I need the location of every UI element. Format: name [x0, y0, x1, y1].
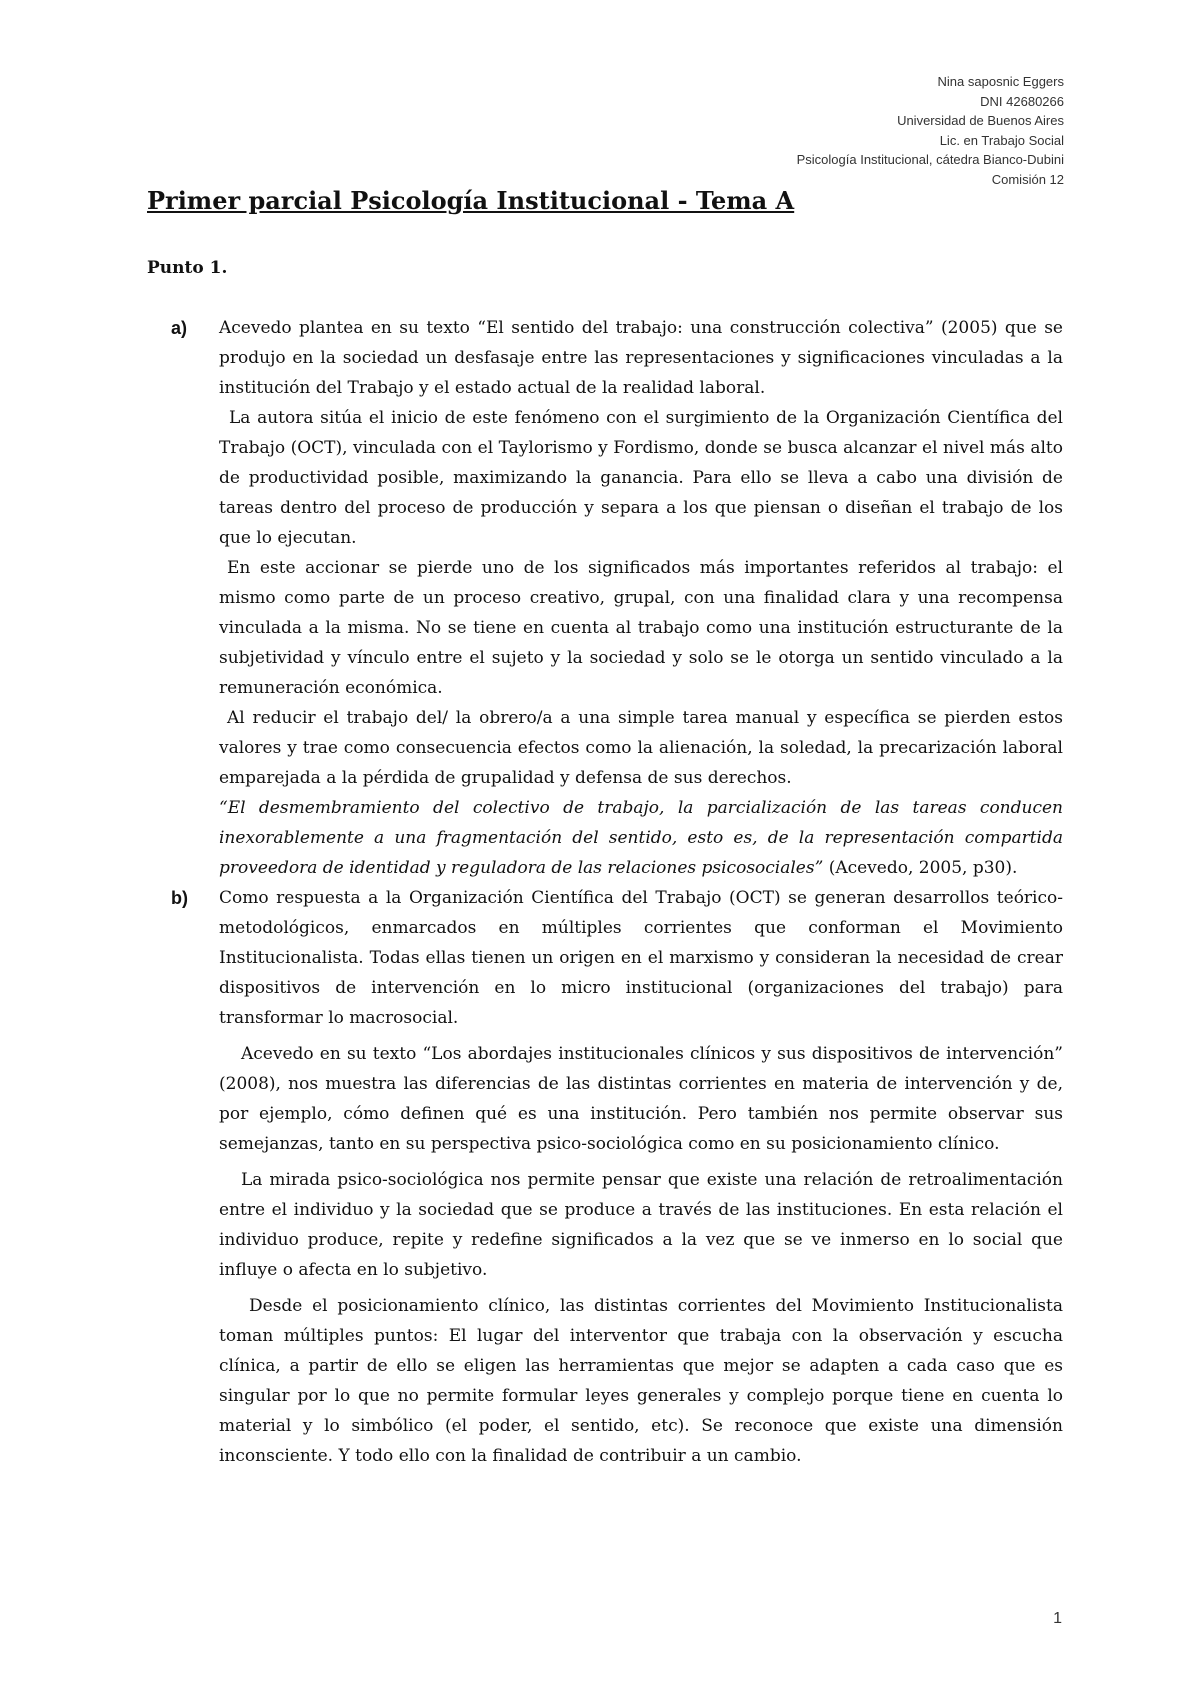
item-a — [147, 313, 1063, 883]
item-a-paragraph-1: Acevedo plantea en su texto “El sentido del trabajo: una construcción colectiva” (2005) que se produjo en la sociedad un desfasaje entre las representaciones y significaciones vinculadas a la institución del Trabajo y el estado actual de la realidad laboral. — [219, 318, 1063, 398]
course: Psicología Institucional, cátedra Bianco-Dubini — [796, 152, 1064, 167]
item-a-paragraph-2: La autora sitúa el inicio de este fenómeno con el surgimiento de la Organización Científica del Trabajo (OCT), vinculada con el Taylorismo y Fordismo, donde se busca alcanzar el nivel más alto de productividad posible, maximizando la ganancia. Para ello se lleva a cabo una división de tareas dentro del proceso de producción y separa a los que piensan o diseñan el trabajo de los que lo ejecutan. — [219, 408, 1063, 548]
section-heading: Punto 1. — [147, 258, 228, 278]
item-b-paragraph-1: Como respuesta a la Organización Científica del Trabajo (OCT) se generan desarrollos teórico-metodológicos, enmarcados en múltiples corrientes que conforman el Movimiento Institucionalista. Todas ellas tienen un origen en el marxismo y consideran la necesidad de crear dispositivos de intervención en lo micro institucional (organizaciones del trabajo) para transformar lo macrosocial. — [219, 888, 1063, 1028]
item-a-citation: (Acevedo, 2005, p30). — [828, 858, 1018, 878]
item-b-paragraph-2: Acevedo en su texto “Los abordajes institucionales clínicos y sus dispositivos de intervención” (2008), nos muestra las diferencias de las distintas corrientes en materia de intervención y de, por ejemplo, cómo definen qué es una institución. Pero también nos permite observar sus semejanzas, tanto en su perspectiva psico-sociológica como en su posicionamiento clínico. — [219, 1044, 1063, 1154]
commission: Comisión 12 — [991, 171, 1064, 187]
item-a-paragraph-3: En este accionar se pierde uno de los significados más importantes referidos al trabajo: el mismo como parte de un proceso creativo, grupal, con una finalidad clara y una recompensa vinculada a la misma. No se tiene en cuenta al trabajo como una institución estructurante de la subjetividad y vínculo entre el sujeto y la sociedad y solo se le otorga un sentido vinculado a la remuneración económica. — [219, 558, 1063, 698]
item-b-label: b) — [171, 888, 188, 908]
body-text — [147, 313, 1063, 1471]
item-b-paragraph-4: Desde el posicionamiento clínico, las distintas corrientes del Movimiento Institucionalista toman múltiples puntos: El lugar del interventor que trabaja con la observación y escucha clínica, a partir de ello se eligen las herramientas que mejor se adapten a cada caso que es singular por lo que no permite formular leyes generales y complejo porque tiene en cuenta lo material y lo simbólico (el poder, el sentido, etc). Se reconoce que existe una dimensión inconsciente. Y todo ello con la finalidad de contribuir a un cambio. — [219, 1296, 1063, 1466]
item-b — [147, 883, 1063, 1471]
item-a-quote-paragraph — [219, 793, 1063, 883]
degree: Lic. en Trabajo Social — [939, 132, 1064, 148]
item-b-paragraph-3: La mirada psico-sociológica nos permite pensar que existe una relación de retroalimentación entre el individuo y la sociedad que se produce a través de las instituciones. En esta relación el individuo produce, repite y redefine significados a la vez que se ve inmerso en lo social que influye o afecta en lo subjetivo. — [219, 1170, 1063, 1280]
author-name: Nina saposnic Eggers — [937, 74, 1064, 89]
item-a-label: a) — [171, 318, 188, 338]
page-number: 1 — [1053, 1610, 1062, 1627]
author-header — [797, 72, 1064, 189]
author-dni: DNI 42680266 — [980, 93, 1064, 109]
university: Universidad de Buenos Aires — [897, 113, 1064, 128]
item-a-paragraph-4: Al reducir el trabajo del/ la obrero/a a una simple tarea manual y específica se pierden estos valores y trae como consecuencia efectos como la alienación, la soledad, la precarización laboral emparejada a la pérdida de grupalidad y defensa de sus derechos. — [219, 708, 1063, 788]
page-title: Primer parcial Psicología Institucional - Tema A — [147, 186, 795, 215]
item-a-quote: “El desmembramiento del colectivo de trabajo, la parcialización de las tareas conducen inexorablemente a una fragmentación del sentido, esto es, de la representación compartida proveedora de identidad y reguladora de las relaciones psicosociales” — [219, 798, 1063, 878]
